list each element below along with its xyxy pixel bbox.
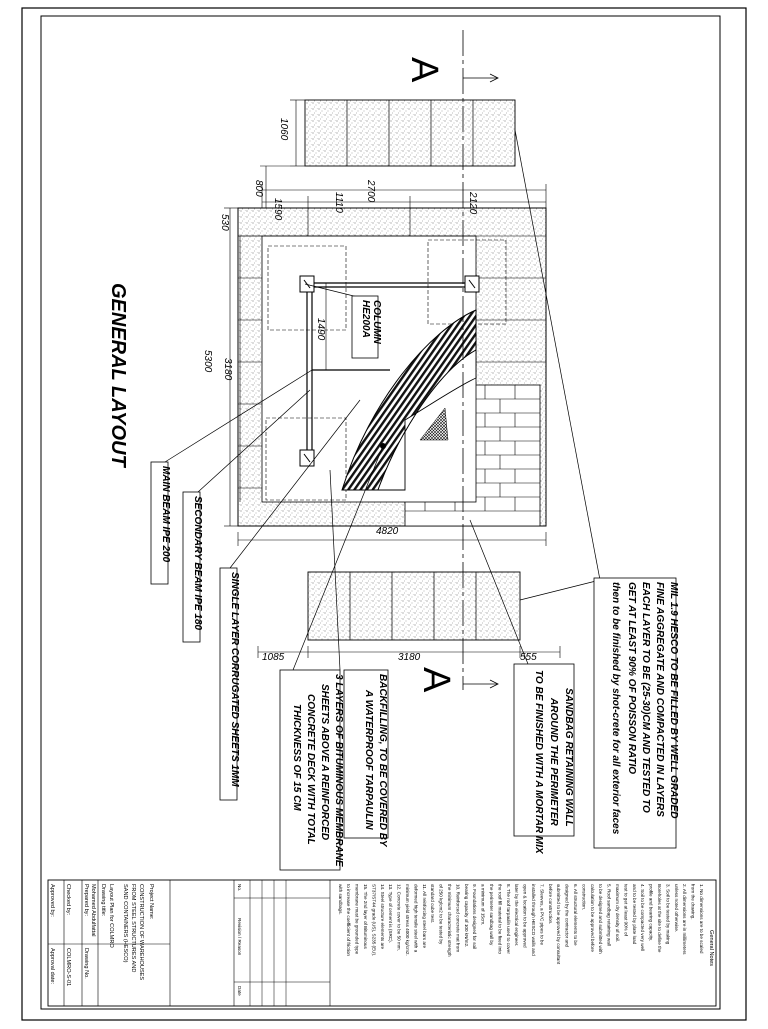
drawing-title-value: Layout Plan for COLMRO xyxy=(108,884,114,948)
section-arrow-bottom xyxy=(463,680,498,688)
general-note-line: 5. Roof sandbag retaining wall xyxy=(606,884,612,946)
general-note-line: later by the electrical engineer. xyxy=(514,884,520,947)
callout-hesco-line2: FINE AGGREGATE AND COMPACTED IN LAYERS xyxy=(654,582,665,817)
general-note-line: with sandbags. xyxy=(337,884,343,915)
general-note-line: test to get at least 90% of xyxy=(623,884,629,936)
dim-5300: 5300 xyxy=(202,350,213,373)
general-note-line: designed by the contractor and xyxy=(564,884,570,948)
dim-1110: 1110 xyxy=(333,192,344,213)
general-note-line: installed through HESCO walls and xyxy=(531,884,536,956)
general-notes-title: General Notes xyxy=(708,930,714,967)
revision-header-date: Date xyxy=(237,986,242,996)
project-name-label: Project Name: xyxy=(148,884,154,920)
callout-column-line2: HE200A xyxy=(360,300,371,338)
callout-bitumen-line1: 3 LAYERS OF BITUMINOUS MEMBRANE xyxy=(333,674,344,867)
callout-corrugated xyxy=(220,568,240,800)
callout-bitumen-line2: SHEETS ABOVE A REINFORCED xyxy=(319,684,330,841)
general-note-line: from the drawing. xyxy=(690,884,696,920)
general-note-line: standard cube test. xyxy=(430,884,436,924)
general-note-line: 8. The roof tarpaulin used to cover xyxy=(505,884,511,954)
general-note-line: of 250 kg/cm2 to be tested by xyxy=(438,884,444,945)
approved-by-label: Approved by: xyxy=(49,884,55,917)
callout-hesco-line5: then to be finished by shot-crete for all exterior faces xyxy=(610,582,621,835)
general-note-line: profile and bearing capacity. xyxy=(648,884,654,942)
general-note-line: to be designed and submitted with xyxy=(598,884,604,954)
callout-main-beam-text: MAIN BEAM IPE 200 xyxy=(160,466,171,563)
callout-hesco-line1: MIL 1.9 HESCO TO BE FILLED BY WELL GRADED xyxy=(668,582,679,819)
general-note-line: 4. Soil to be compacted very well xyxy=(640,884,646,952)
general-note-line: the perimeter sandbag wall by xyxy=(489,884,494,946)
general-note-line: and to be tested by plate load xyxy=(631,884,637,945)
project-name-line3: SAND CONTAINERS (HESCO) xyxy=(122,884,128,963)
general-note-line: 6. All structural elements to be xyxy=(573,884,578,946)
hesco-wall-top xyxy=(305,100,515,166)
callout-secondary-beam xyxy=(183,492,203,642)
section-arrow-top xyxy=(463,74,498,82)
revision-header-no: No. xyxy=(237,884,242,892)
general-note-line: maximum dry density of soil. xyxy=(615,884,620,942)
callout-secondary-beam-text: SECONDARY BEAM IPE 180 xyxy=(192,496,203,631)
callout-column xyxy=(352,296,382,358)
drawing-title-label: Drawing title: xyxy=(100,884,106,917)
section-marker-bottom: A xyxy=(415,667,457,693)
dim-2700: 2700 xyxy=(365,180,376,203)
dim-4820: 4820 xyxy=(376,526,399,537)
drawing-title: GENERAL LAYOUT xyxy=(107,283,129,467)
general-note-line: 9. Foundations designed for soil xyxy=(472,884,478,950)
callout-column-line1: COLUMN xyxy=(371,300,382,344)
callout-hesco-line3: EACH LAYER TO BE (25-30)CM AND TESTED TO xyxy=(640,582,651,813)
general-note-line: 12. Concrete cover to be 50 mm. xyxy=(396,884,402,951)
project-name-line1: CONSTRUCTION OF WAREHOUSES xyxy=(138,884,144,981)
general-note-line: to increase the coefficient of friction xyxy=(346,884,352,956)
callout-bitumen-line4: THICKNESS OF 15 CM xyxy=(291,704,302,811)
dim-3180-left: 3180 xyxy=(222,358,233,381)
prepared-by-value: Mohamed Abdulfattal xyxy=(90,884,96,937)
dim-1085: 1085 xyxy=(262,652,285,663)
callout-backfill xyxy=(344,670,388,848)
project-name-line2: FROM STEEL STRUCTURES AND xyxy=(130,884,136,973)
section-marker-top: A xyxy=(403,57,445,83)
callout-sandbag xyxy=(514,664,574,855)
general-note-line: the roof fill material to be fixed into xyxy=(497,884,503,954)
general-note-line: bearing capacity of 100 kN/m2. xyxy=(463,884,469,948)
callout-corrugated-text: SINGLE LAYER CORRUGATED SHEETS 1MM xyxy=(229,572,240,787)
general-note-line: construction. xyxy=(581,884,587,911)
general-note-line: Boreholes at the site to define the xyxy=(657,884,662,953)
general-note-line: membrane must be grounded type xyxy=(354,884,360,955)
drawing-no-label: Drawing No. xyxy=(83,948,89,979)
dim-555: 555 xyxy=(520,652,537,663)
approval-date-label: Approval date: xyxy=(49,948,55,985)
callout-hesco-line4: GET AT LEAST 90% OF POISSON RATIO xyxy=(626,582,637,775)
general-note-line: open & location to be approved xyxy=(522,884,528,948)
callout-sandbag-line2: AROUND THE PERIMETER xyxy=(548,698,559,826)
general-note-line: deformed high tensile steel with a xyxy=(413,884,419,953)
general-note-line: minimum yield stress 4000 kg/cm2. xyxy=(405,884,410,956)
general-note-line: 1. No dimensions are to be scaled xyxy=(699,884,704,954)
revision-header-reason: Revision / Reason xyxy=(237,918,242,956)
dim-530: 530 xyxy=(219,214,230,231)
general-note-line: 13. Type of cement is (SRC). xyxy=(388,884,394,943)
general-note-line: ST37/ST44 grade (US), S235 (EU). xyxy=(371,884,377,957)
hesco-wall-bottom xyxy=(308,572,520,640)
callout-sandbag-line3: TO BE FINISHED WITH A MORTAR MIX xyxy=(533,670,544,854)
general-note-line: 15. The 2nd layer of Bituminous xyxy=(363,884,368,949)
general-note-line: 3. Soil to be tested by making xyxy=(665,884,671,945)
general-note-line: unless noted otherwise. xyxy=(673,884,679,933)
callout-backfill-line2: A WATERPROOF TARPAULIN xyxy=(363,690,374,830)
dim-2120: 2120 xyxy=(467,192,478,215)
general-note-line: calculation to be approved before xyxy=(589,884,595,952)
callout-bitumen xyxy=(280,670,344,870)
general-note-line: 2. All dimensions are in millimeters xyxy=(682,884,688,955)
general-note-line: submitted to be approved by consultant xyxy=(556,884,562,965)
general-note-line: 14. Steel structure elements are xyxy=(379,884,385,950)
callout-main-beam xyxy=(151,462,171,584)
general-note-line: 11. All reinforcing steel bars are xyxy=(421,884,427,949)
callout-hesco xyxy=(594,578,679,848)
dim-1590: 1590 xyxy=(272,198,283,221)
dim-800: 800 xyxy=(253,180,264,197)
general-note-line: before construction. xyxy=(547,884,553,925)
general-note-line: a minimum of 15cm. xyxy=(480,884,486,926)
dim-3180-bottom: 3180 xyxy=(398,652,421,663)
callout-sandbag-line1: SANDBAG RETAINING WALL xyxy=(563,688,574,827)
dim-1490: 1490 xyxy=(315,318,326,341)
callout-backfill-line1: BACKFILLING, TO BE COVERED BY xyxy=(377,674,388,847)
dim-1060: 1060 xyxy=(278,118,289,141)
general-note-line: the minimum characteristic strength xyxy=(447,884,452,957)
general-note-line: 10. Reinforced concrete mat from xyxy=(455,884,461,953)
callout-bitumen-line3: CONCRETE DECK WITH TOTAL xyxy=(305,694,316,845)
drawing-no-value: COLMRO-S-01 xyxy=(65,948,71,987)
checked-by-label: Checked by: xyxy=(65,884,71,916)
prepared-by-label: Prepared by: xyxy=(83,884,89,917)
general-note-line: 7. Sleeves, a PVC pipes to be xyxy=(539,884,545,946)
